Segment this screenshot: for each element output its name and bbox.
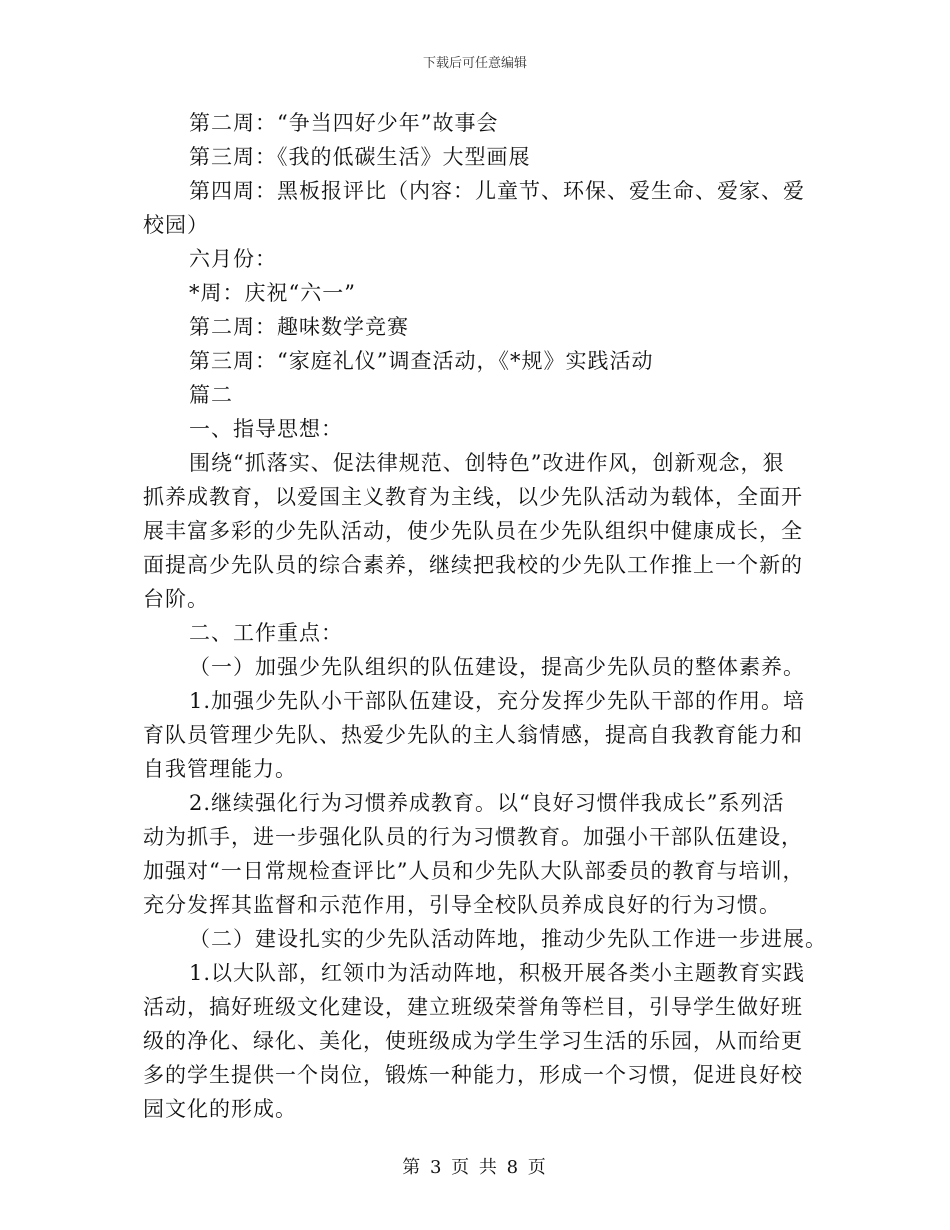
body-text-line: 六月份： [189,247,277,271]
body-text-line: 抓养成教育，以爱国主义教育为主线，以少先队活动为载体，全面开 [143,485,803,509]
body-text-line: 一、指导思想： [189,417,343,441]
body-text-line: 级的净化、绿化、美化，使班级成为学生学习生活的乐园，从而给更 [143,1029,803,1053]
body-text-line: 自我管理能力。 [143,757,297,781]
body-text-line: 校园） [143,213,209,237]
body-text-line: *周：庆祝“六一” [189,281,356,305]
body-text-line: 二、工作重点： [189,621,343,645]
body-text-line: 育队员管理少先队、热爱少先队的主人翁情感，提高自我教育能力和 [143,723,803,747]
body-text-line: 围绕“抓落实、促法律规范、创特色”改进作风，创新观念，狠 [189,451,785,475]
page-number-footer: 第 3 页 共 8 页 [402,1157,548,1178]
body-text-line: 加强对“一日常规检查评比”人员和少先队大队部委员的教育与培训， [143,859,805,883]
body-text-line: 充分发挥其监督和示范作用，引导全校队员养成良好的行为习惯。 [143,893,781,917]
body-text-line: （二）建设扎实的少先队活动阵地，推动少先队工作进一步进展。 [189,927,827,951]
body-text-line: 1.以大队部，红领巾为活动阵地，积极开展各类小主题教育实践 [189,961,806,985]
body-text-line: 展丰富多彩的少先队活动，使少先队员在少先队组织中健康成长，全 [143,519,803,543]
body-text-line: 第四周：黑板报评比（内容：儿童节、环保、爱生命、爱家、爱 [189,179,805,203]
body-text-line: 活动，搞好班级文化建设，建立班级荣誉角等栏目，引导学生做好班 [143,995,803,1019]
body-text-line: 1.加强少先队小干部队伍建设，充分发挥少先队干部的作用。培 [189,689,806,713]
body-text-line: （一）加强少先队组织的队伍建设，提高少先队员的整体素养。 [189,655,805,679]
body-text-line: 第三周：“家庭礼仪”调查活动，《*规》实践活动 [189,349,654,373]
body-text-line: 多的学生提供一个岗位，锻炼一种能力，形成一个习惯，促进良好校 [143,1063,803,1087]
page-header-note: 下载后可任意编辑 [422,56,527,71]
body-text-line: 2.继续强化行为习惯养成教育。以“良好习惯伴我成长”系列活 [189,791,785,815]
body-text-line: 动为抓手，进一步强化队员的行为习惯教育。加强小干部队伍建设， [143,825,803,849]
body-text-line: 园文化的形成。 [143,1097,297,1121]
body-text-line: 第二周：趣味数学竞赛 [189,315,409,339]
body-text-line: 篇二 [189,383,233,407]
body-text-line: 面提高少先队员的综合素养，继续把我校的少先队工作推上一个新的 [143,553,803,577]
body-text-line: 台阶。 [143,587,209,611]
document-body [143,106,827,1126]
body-text-line: 第三周：《我的低碳生活》大型画展 [189,145,531,169]
body-text-line: 第二周：“争当四好少年”故事会 [189,111,499,135]
